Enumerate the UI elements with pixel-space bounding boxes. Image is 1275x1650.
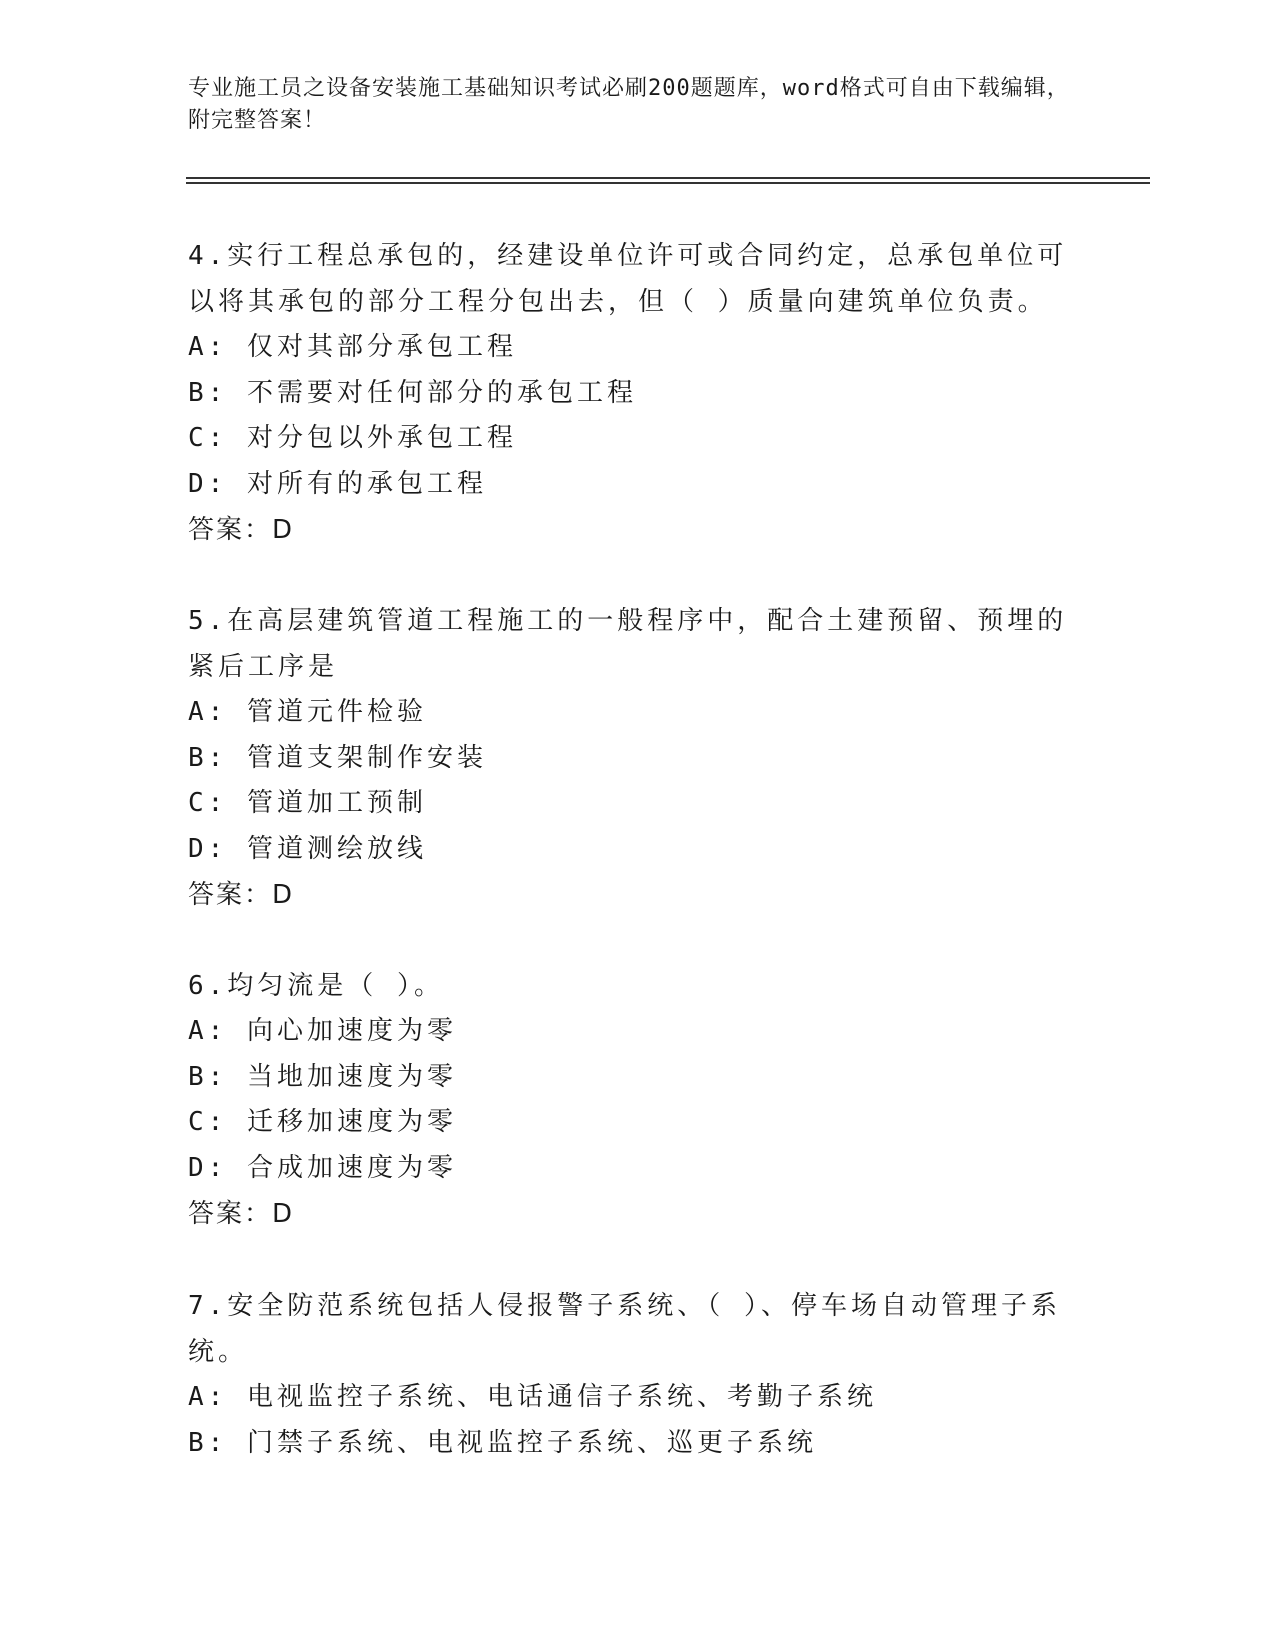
option-a: A: 电视监控子系统、电话通信子系统、考勤子系统 — [188, 1382, 877, 1412]
option-a: A: 向心加速度为零 — [188, 1016, 457, 1046]
question-block — [188, 1283, 1088, 1466]
option-d: D: 对所有的承包工程 — [188, 468, 487, 499]
question-stem: 4.实行工程总承包的，经建设单位许可或合同约定，总承包单位可以将其承包的部分工程分包出去，但（ ）质量向建筑单位负责。 — [188, 241, 1068, 317]
answer-line: 答案：D — [188, 515, 295, 545]
option-d: D: 合成加速度为零 — [188, 1152, 457, 1183]
option-c: C: 对分包以外承包工程 — [188, 423, 517, 453]
option-c: C: 迁移加速度为零 — [188, 1107, 457, 1137]
question-stem: 7.安全防范系统包括人侵报警子系统、（ ）、停车场自动管理子系统。 — [188, 1291, 1061, 1367]
option-a: A: 仅对其部分承包工程 — [188, 332, 517, 362]
option-b: B: 当地加速度为零 — [188, 1061, 457, 1092]
question-stem: 5.在高层建筑管道工程施工的一般程序中，配合土建预留、预埋的紧后工序是 — [188, 606, 1068, 682]
option-b: B: 不需要对任何部分的承包工程 — [188, 377, 637, 408]
question-block — [188, 598, 1088, 918]
header-divider-bottom — [186, 182, 1150, 184]
answer-line: 答案：D — [188, 880, 295, 910]
option-b: B: 管道支架制作安装 — [188, 742, 487, 773]
header-divider-top — [186, 177, 1150, 179]
option-b: B: 门禁子系统、电视监控子系统、巡更子系统 — [188, 1427, 817, 1458]
question-block — [188, 233, 1088, 553]
option-c: C: 管道加工预制 — [188, 788, 427, 818]
option-a: A: 管道元件检验 — [188, 697, 427, 727]
question-block — [188, 963, 1088, 1237]
question-stem: 6.均匀流是（ ）。 — [188, 971, 444, 1001]
answer-line: 答案：D — [188, 1199, 295, 1229]
document-title: 专业施工员之设备安装施工基础知识考试必刷200题题库，word格式可自由下载编辑，附完整答案！ — [188, 76, 1070, 133]
option-d: D: 管道测绘放线 — [188, 833, 427, 864]
